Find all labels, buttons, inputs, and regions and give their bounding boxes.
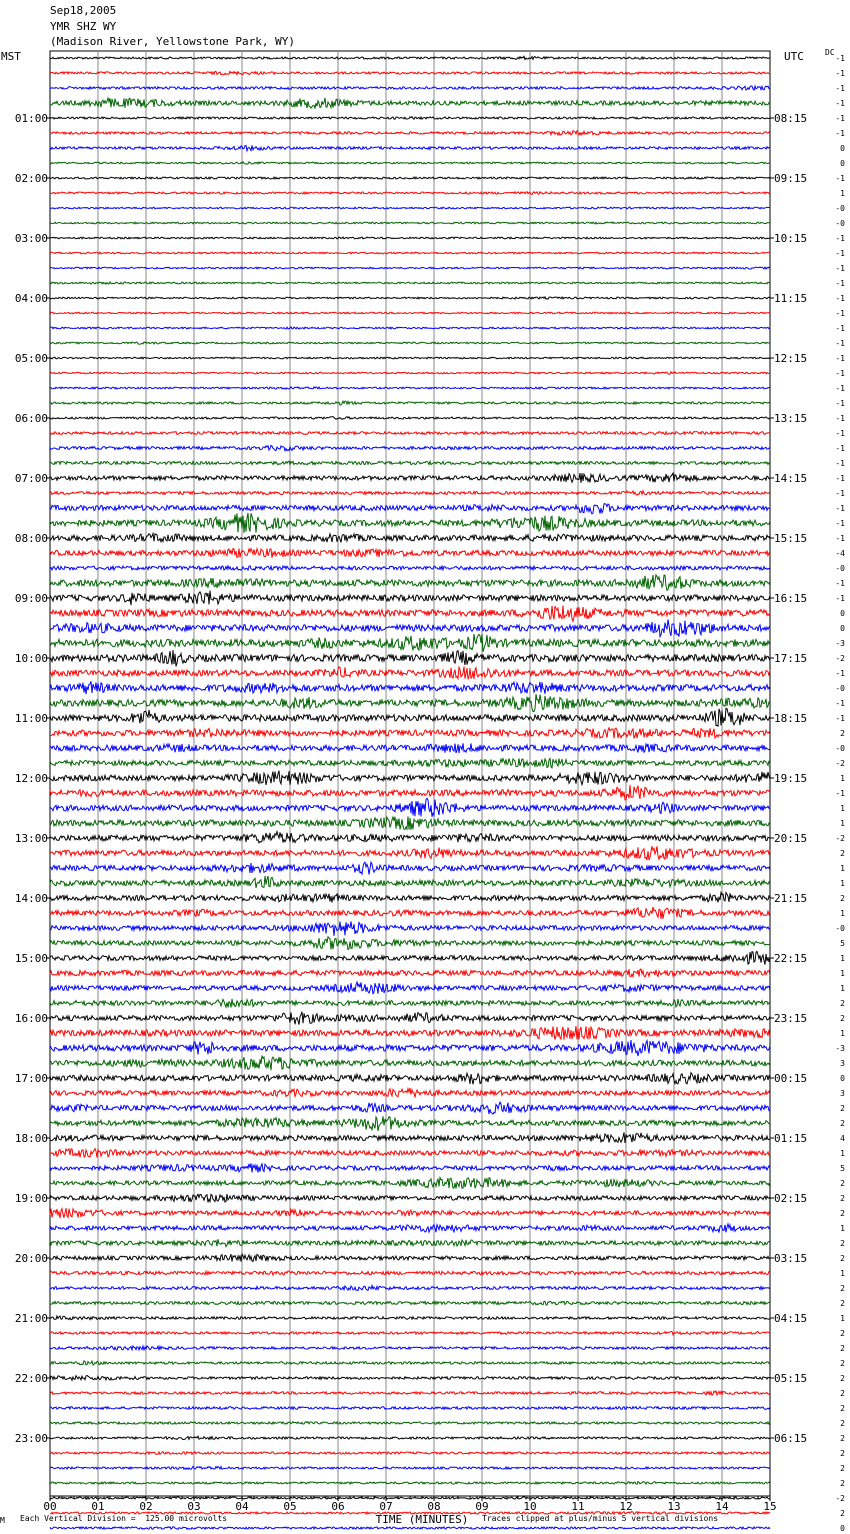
dc-offset-49: 1 bbox=[840, 774, 845, 783]
right-hour-label: 15:15 bbox=[774, 532, 808, 545]
trace-4 bbox=[50, 98, 770, 109]
trace-24 bbox=[50, 401, 770, 405]
left-hour-label: 02:00 bbox=[14, 172, 48, 185]
dc-offset-36: -1 bbox=[835, 579, 845, 588]
trace-95 bbox=[50, 1466, 770, 1469]
left-hour-label: 14:00 bbox=[14, 892, 48, 905]
dc-offset-90: 2 bbox=[840, 1389, 845, 1398]
trace-16 bbox=[50, 282, 770, 284]
right-hour-label: 22:15 bbox=[774, 952, 808, 965]
dc-offset-6: -1 bbox=[835, 129, 845, 138]
dc-offset-33: -1 bbox=[835, 534, 845, 543]
trace-87 bbox=[50, 1346, 770, 1350]
trace-75 bbox=[50, 1163, 770, 1172]
dc-offset-44: -1 bbox=[835, 699, 845, 708]
left-hour-label: 01:00 bbox=[14, 112, 48, 125]
trace-29 bbox=[50, 473, 770, 483]
x-tick-label: 00 bbox=[43, 1500, 57, 1513]
dc-offset-82: 1 bbox=[840, 1269, 845, 1278]
trace-66 bbox=[50, 1026, 770, 1040]
left-hour-label: 06:00 bbox=[14, 412, 48, 425]
dc-offset-62: 1 bbox=[840, 969, 845, 978]
dc-offset-66: 1 bbox=[840, 1029, 845, 1038]
dc-offset-38: 0 bbox=[840, 609, 845, 618]
left-hour-label: 18:00 bbox=[14, 1132, 48, 1145]
dc-offset-2: -1 bbox=[835, 69, 845, 78]
scale-note: Each Vertical Division = 125.00 microvolts bbox=[20, 1514, 228, 1523]
dc-offset-16: -1 bbox=[835, 279, 845, 288]
x-tick-label: 11 bbox=[571, 1500, 585, 1513]
trace-21 bbox=[50, 357, 770, 359]
x-tick-label: 04 bbox=[235, 1500, 249, 1513]
dc-column-label: DC bbox=[825, 48, 835, 57]
dc-offset-42: -1 bbox=[835, 669, 845, 678]
trace-85 bbox=[50, 1316, 770, 1320]
trace-46 bbox=[50, 728, 770, 739]
trace-38 bbox=[50, 606, 770, 622]
dc-offset-65: 2 bbox=[840, 1014, 845, 1023]
right-hour-label: 12:15 bbox=[774, 352, 808, 365]
dc-offset-85: 1 bbox=[840, 1314, 845, 1323]
dc-offset-56: 1 bbox=[840, 879, 845, 888]
dc-offset-58: 1 bbox=[840, 909, 845, 918]
trace-32 bbox=[50, 513, 770, 533]
dc-offset-96: 2 bbox=[840, 1479, 845, 1488]
dc-offset-4: -1 bbox=[835, 99, 845, 108]
left-hour-label: 15:00 bbox=[14, 952, 48, 965]
dc-offset-55: 1 bbox=[840, 864, 845, 873]
right-hour-label: 06:15 bbox=[774, 1432, 808, 1445]
trace-69 bbox=[50, 1073, 770, 1085]
dc-offset-47: -0 bbox=[835, 744, 845, 753]
clip-note: Traces clipped at plus/minus 5 vertical divisions bbox=[482, 1514, 719, 1523]
dc-offset-92: 2 bbox=[840, 1419, 845, 1428]
dc-offset-97: -2 bbox=[835, 1494, 845, 1503]
x-tick-label: 09 bbox=[475, 1500, 489, 1513]
x-tick-label: 08 bbox=[427, 1500, 441, 1513]
left-hour-label: 21:00 bbox=[14, 1312, 48, 1325]
dc-offset-45: -1 bbox=[835, 714, 845, 723]
dc-offset-53: -2 bbox=[835, 834, 845, 843]
dc-offset-74: 1 bbox=[840, 1149, 845, 1158]
right-hour-label: 05:15 bbox=[774, 1372, 808, 1385]
trace-22 bbox=[50, 372, 770, 374]
dc-offset-24: -1 bbox=[835, 399, 845, 408]
x-tick-label: 05 bbox=[283, 1500, 297, 1513]
dc-offset-79: 1 bbox=[840, 1224, 845, 1233]
right-hour-label: 19:15 bbox=[774, 772, 808, 785]
right-hour-label: 03:15 bbox=[774, 1252, 808, 1265]
dc-offset-64: 2 bbox=[840, 999, 845, 1008]
right-hour-label: 16:15 bbox=[774, 592, 808, 605]
trace-1 bbox=[50, 56, 770, 59]
trace-58 bbox=[50, 907, 770, 919]
trace-18 bbox=[50, 312, 770, 314]
trace-45 bbox=[50, 708, 770, 726]
dc-offset-35: -0 bbox=[835, 564, 845, 573]
trace-91 bbox=[50, 1407, 770, 1410]
trace-72 bbox=[50, 1116, 770, 1131]
trace-7 bbox=[50, 145, 770, 151]
right-hour-label: 13:15 bbox=[774, 412, 808, 425]
dc-offset-95: 2 bbox=[840, 1464, 845, 1473]
trace-65 bbox=[50, 1012, 770, 1025]
trace-10 bbox=[50, 192, 770, 195]
dc-offset-61: 1 bbox=[840, 954, 845, 963]
trace-96 bbox=[50, 1482, 770, 1485]
trace-81 bbox=[50, 1254, 770, 1262]
dc-offset-37: -1 bbox=[835, 594, 845, 603]
dc-offset-11: -0 bbox=[835, 204, 845, 213]
dc-offset-19: -1 bbox=[835, 324, 845, 333]
dc-offset-10: 1 bbox=[840, 189, 845, 198]
trace-83 bbox=[50, 1285, 770, 1290]
dc-offset-91: 2 bbox=[840, 1404, 845, 1413]
dc-offset-26: -1 bbox=[835, 429, 845, 438]
trace-19 bbox=[50, 327, 770, 329]
dc-offset-13: -1 bbox=[835, 234, 845, 243]
trace-94 bbox=[50, 1452, 770, 1455]
left-hour-label: 04:00 bbox=[14, 292, 48, 305]
trace-42 bbox=[50, 667, 770, 680]
trace-51 bbox=[50, 798, 770, 816]
plot-date: Sep18,2005 bbox=[50, 4, 117, 17]
dc-offset-67: -3 bbox=[835, 1044, 845, 1053]
trace-44 bbox=[50, 694, 770, 711]
right-hour-label: 00:15 bbox=[774, 1072, 808, 1085]
trace-70 bbox=[50, 1088, 770, 1097]
dc-offset-39: 0 bbox=[840, 624, 845, 633]
right-hour-label: 14:15 bbox=[774, 472, 808, 485]
dc-offset-81: 2 bbox=[840, 1254, 845, 1263]
trace-39 bbox=[50, 620, 770, 637]
dc-offset-57: 2 bbox=[840, 894, 845, 903]
trace-54 bbox=[50, 846, 770, 860]
left-hour-label: 20:00 bbox=[14, 1252, 48, 1265]
trace-55 bbox=[50, 862, 770, 874]
right-hour-label: 01:15 bbox=[774, 1132, 808, 1145]
station-location: (Madison River, Yellowstone Park, WY) bbox=[50, 35, 296, 48]
trace-48 bbox=[50, 759, 770, 768]
dc-offset-52: 1 bbox=[840, 819, 845, 828]
trace-11 bbox=[50, 207, 770, 209]
trace-15 bbox=[50, 267, 770, 269]
dc-offset-87: 2 bbox=[840, 1344, 845, 1353]
trace-73 bbox=[50, 1132, 770, 1143]
trace-57 bbox=[50, 893, 770, 903]
trace-12 bbox=[50, 222, 770, 224]
dc-offset-84: 2 bbox=[840, 1299, 845, 1308]
dc-offset-7: 0 bbox=[840, 144, 845, 153]
left-hour-label: 19:00 bbox=[14, 1192, 48, 1205]
trace-6 bbox=[50, 131, 770, 136]
dc-offset-8: 0 bbox=[840, 159, 845, 168]
trace-84 bbox=[50, 1301, 770, 1305]
dc-offset-51: 1 bbox=[840, 804, 845, 813]
x-tick-label: 12 bbox=[619, 1500, 633, 1513]
dc-offset-77: 2 bbox=[840, 1194, 845, 1203]
right-hour-label: 09:15 bbox=[774, 172, 808, 185]
right-hour-label: 20:15 bbox=[774, 832, 808, 845]
trace-43 bbox=[50, 681, 770, 694]
trace-52 bbox=[50, 816, 770, 830]
trace-53 bbox=[50, 832, 770, 843]
right-hour-label: 08:15 bbox=[774, 112, 808, 125]
dc-offset-12: -0 bbox=[835, 219, 845, 228]
trace-13 bbox=[50, 237, 770, 239]
trace-9 bbox=[50, 177, 770, 179]
trace-67 bbox=[50, 1040, 770, 1056]
dc-offset-22: -1 bbox=[835, 369, 845, 378]
trace-62 bbox=[50, 969, 770, 977]
dc-offset-59: -0 bbox=[835, 924, 845, 933]
trace-88 bbox=[50, 1361, 770, 1365]
trace-14 bbox=[50, 252, 770, 254]
left-hour-label: 11:00 bbox=[14, 712, 48, 725]
trace-49 bbox=[50, 771, 770, 785]
dc-offset-72: 2 bbox=[840, 1119, 845, 1128]
trace-74 bbox=[50, 1149, 770, 1158]
x-tick-label: 01 bbox=[91, 1500, 105, 1513]
dc-offset-63: 1 bbox=[840, 984, 845, 993]
trace-27 bbox=[50, 446, 770, 451]
dc-offset-1: -1 bbox=[835, 54, 845, 63]
trace-89 bbox=[50, 1376, 770, 1381]
dc-offset-60: 5 bbox=[840, 939, 845, 948]
x-tick-label: 13 bbox=[667, 1500, 681, 1513]
left-hour-label: 22:00 bbox=[14, 1372, 48, 1385]
dc-offset-14: -1 bbox=[835, 249, 845, 258]
right-hour-label: 02:15 bbox=[774, 1192, 808, 1205]
x-tick-label: 03 bbox=[187, 1500, 201, 1513]
trace-59 bbox=[50, 921, 770, 935]
x-tick-label: 14 bbox=[715, 1500, 729, 1513]
trace-76 bbox=[50, 1178, 770, 1189]
dc-offset-43: -0 bbox=[835, 684, 845, 693]
trace-30 bbox=[50, 491, 770, 495]
trace-40 bbox=[50, 634, 770, 652]
dc-offset-46: 2 bbox=[840, 729, 845, 738]
left-hour-label: 10:00 bbox=[14, 652, 48, 665]
left-hour-label: 17:00 bbox=[14, 1072, 48, 1085]
dc-offset-76: 2 bbox=[840, 1179, 845, 1188]
trace-8 bbox=[50, 162, 770, 164]
trace-60 bbox=[50, 937, 770, 950]
dc-offset-48: -2 bbox=[835, 759, 845, 768]
right-hour-label: 17:15 bbox=[774, 652, 808, 665]
left-hour-label: 05:00 bbox=[14, 352, 48, 365]
trace-37 bbox=[50, 591, 770, 606]
trace-64 bbox=[50, 999, 770, 1008]
right-timezone-label: UTC bbox=[784, 50, 804, 63]
dc-offset-30: -1 bbox=[835, 489, 845, 498]
dc-offset-27: -1 bbox=[835, 444, 845, 453]
left-hour-label: 23:00 bbox=[14, 1432, 48, 1445]
dc-offset-20: -1 bbox=[835, 339, 845, 348]
corner-mark: M bbox=[0, 1516, 5, 1525]
trace-26 bbox=[50, 432, 770, 435]
dc-offset-3: -1 bbox=[835, 84, 845, 93]
trace-80 bbox=[50, 1239, 770, 1246]
trace-41 bbox=[50, 650, 770, 666]
dc-offset-99: 0 bbox=[840, 1524, 845, 1533]
dc-offset-17: -1 bbox=[835, 294, 845, 303]
trace-34 bbox=[50, 549, 770, 558]
dc-offset-89: 2 bbox=[840, 1374, 845, 1383]
right-hour-label: 21:15 bbox=[774, 892, 808, 905]
dc-offset-80: 2 bbox=[840, 1239, 845, 1248]
trace-63 bbox=[50, 982, 770, 994]
trace-93 bbox=[50, 1436, 770, 1439]
trace-82 bbox=[50, 1271, 770, 1275]
trace-92 bbox=[50, 1422, 770, 1425]
trace-23 bbox=[50, 387, 770, 389]
trace-5 bbox=[50, 117, 770, 120]
dc-offset-78: 2 bbox=[840, 1209, 845, 1218]
left-hour-label: 07:00 bbox=[14, 472, 48, 485]
dc-offset-15: -1 bbox=[835, 264, 845, 273]
right-hour-label: 11:15 bbox=[774, 292, 808, 305]
dc-offset-68: 3 bbox=[840, 1059, 845, 1068]
trace-56 bbox=[50, 876, 770, 888]
trace-86 bbox=[50, 1332, 770, 1335]
dc-offset-70: 3 bbox=[840, 1089, 845, 1098]
trace-99 bbox=[50, 1527, 770, 1530]
trace-71 bbox=[50, 1102, 770, 1114]
left-hour-label: 16:00 bbox=[14, 1012, 48, 1025]
dc-offset-69: 0 bbox=[840, 1074, 845, 1083]
dc-offset-34: -4 bbox=[835, 549, 845, 558]
dc-offset-32: -1 bbox=[835, 519, 845, 528]
dc-offset-28: -1 bbox=[835, 459, 845, 468]
dc-offset-83: 2 bbox=[840, 1284, 845, 1293]
trace-90 bbox=[50, 1391, 770, 1395]
dc-offset-29: -1 bbox=[835, 474, 845, 483]
station-code: YMR SHZ WY bbox=[50, 20, 117, 33]
dc-offset-75: 5 bbox=[840, 1164, 845, 1173]
dc-offset-23: -1 bbox=[835, 384, 845, 393]
dc-offset-98: 2 bbox=[840, 1509, 845, 1518]
left-hour-label: 09:00 bbox=[14, 592, 48, 605]
trace-25 bbox=[50, 417, 770, 420]
trace-61 bbox=[50, 951, 770, 964]
trace-50 bbox=[50, 785, 770, 800]
trace-79 bbox=[50, 1224, 770, 1233]
dc-offset-93: 2 bbox=[840, 1434, 845, 1443]
right-hour-label: 10:15 bbox=[774, 232, 808, 245]
trace-33 bbox=[50, 534, 770, 543]
trace-78 bbox=[50, 1208, 770, 1218]
dc-offset-9: -1 bbox=[835, 174, 845, 183]
x-tick-label: 07 bbox=[379, 1500, 393, 1513]
trace-17 bbox=[50, 297, 770, 299]
dc-offset-25: -1 bbox=[835, 414, 845, 423]
trace-28 bbox=[50, 461, 770, 465]
left-hour-label: 03:00 bbox=[14, 232, 48, 245]
right-hour-label: 23:15 bbox=[774, 1012, 808, 1025]
dc-offset-88: 2 bbox=[840, 1359, 845, 1368]
dc-offset-71: 2 bbox=[840, 1104, 845, 1113]
x-axis-title: TIME (MINUTES) bbox=[375, 1513, 469, 1526]
trace-36 bbox=[50, 575, 770, 590]
trace-31 bbox=[50, 504, 770, 514]
trace-47 bbox=[50, 743, 770, 753]
x-tick-label: 06 bbox=[331, 1500, 345, 1513]
x-tick-label: 10 bbox=[523, 1500, 537, 1513]
dc-offset-94: 2 bbox=[840, 1449, 845, 1458]
x-tick-label: 15 bbox=[763, 1500, 777, 1513]
dc-offset-31: -1 bbox=[835, 504, 845, 513]
dc-offset-86: 2 bbox=[840, 1329, 845, 1338]
right-hour-label: 04:15 bbox=[774, 1312, 808, 1325]
dc-offset-50: -1 bbox=[835, 789, 845, 798]
dc-offset-54: 2 bbox=[840, 849, 845, 858]
dc-offset-18: -1 bbox=[835, 309, 845, 318]
trace-68 bbox=[50, 1056, 770, 1071]
trace-35 bbox=[50, 566, 770, 570]
right-hour-label: 18:15 bbox=[774, 712, 808, 725]
dc-offset-41: -2 bbox=[835, 654, 845, 663]
dc-offset-5: -1 bbox=[835, 114, 845, 123]
left-hour-label: 08:00 bbox=[14, 532, 48, 545]
left-timezone-label: MST bbox=[1, 50, 21, 63]
dc-offset-73: 4 bbox=[840, 1134, 845, 1143]
trace-77 bbox=[50, 1194, 770, 1202]
left-hour-label: 12:00 bbox=[14, 772, 48, 785]
left-hour-label: 13:00 bbox=[14, 832, 48, 845]
x-tick-label: 02 bbox=[139, 1500, 153, 1513]
dc-offset-21: -1 bbox=[835, 354, 845, 363]
trace-3 bbox=[50, 86, 770, 90]
trace-20 bbox=[50, 342, 770, 344]
trace-2 bbox=[50, 71, 770, 74]
dc-offset-40: -3 bbox=[835, 639, 845, 648]
